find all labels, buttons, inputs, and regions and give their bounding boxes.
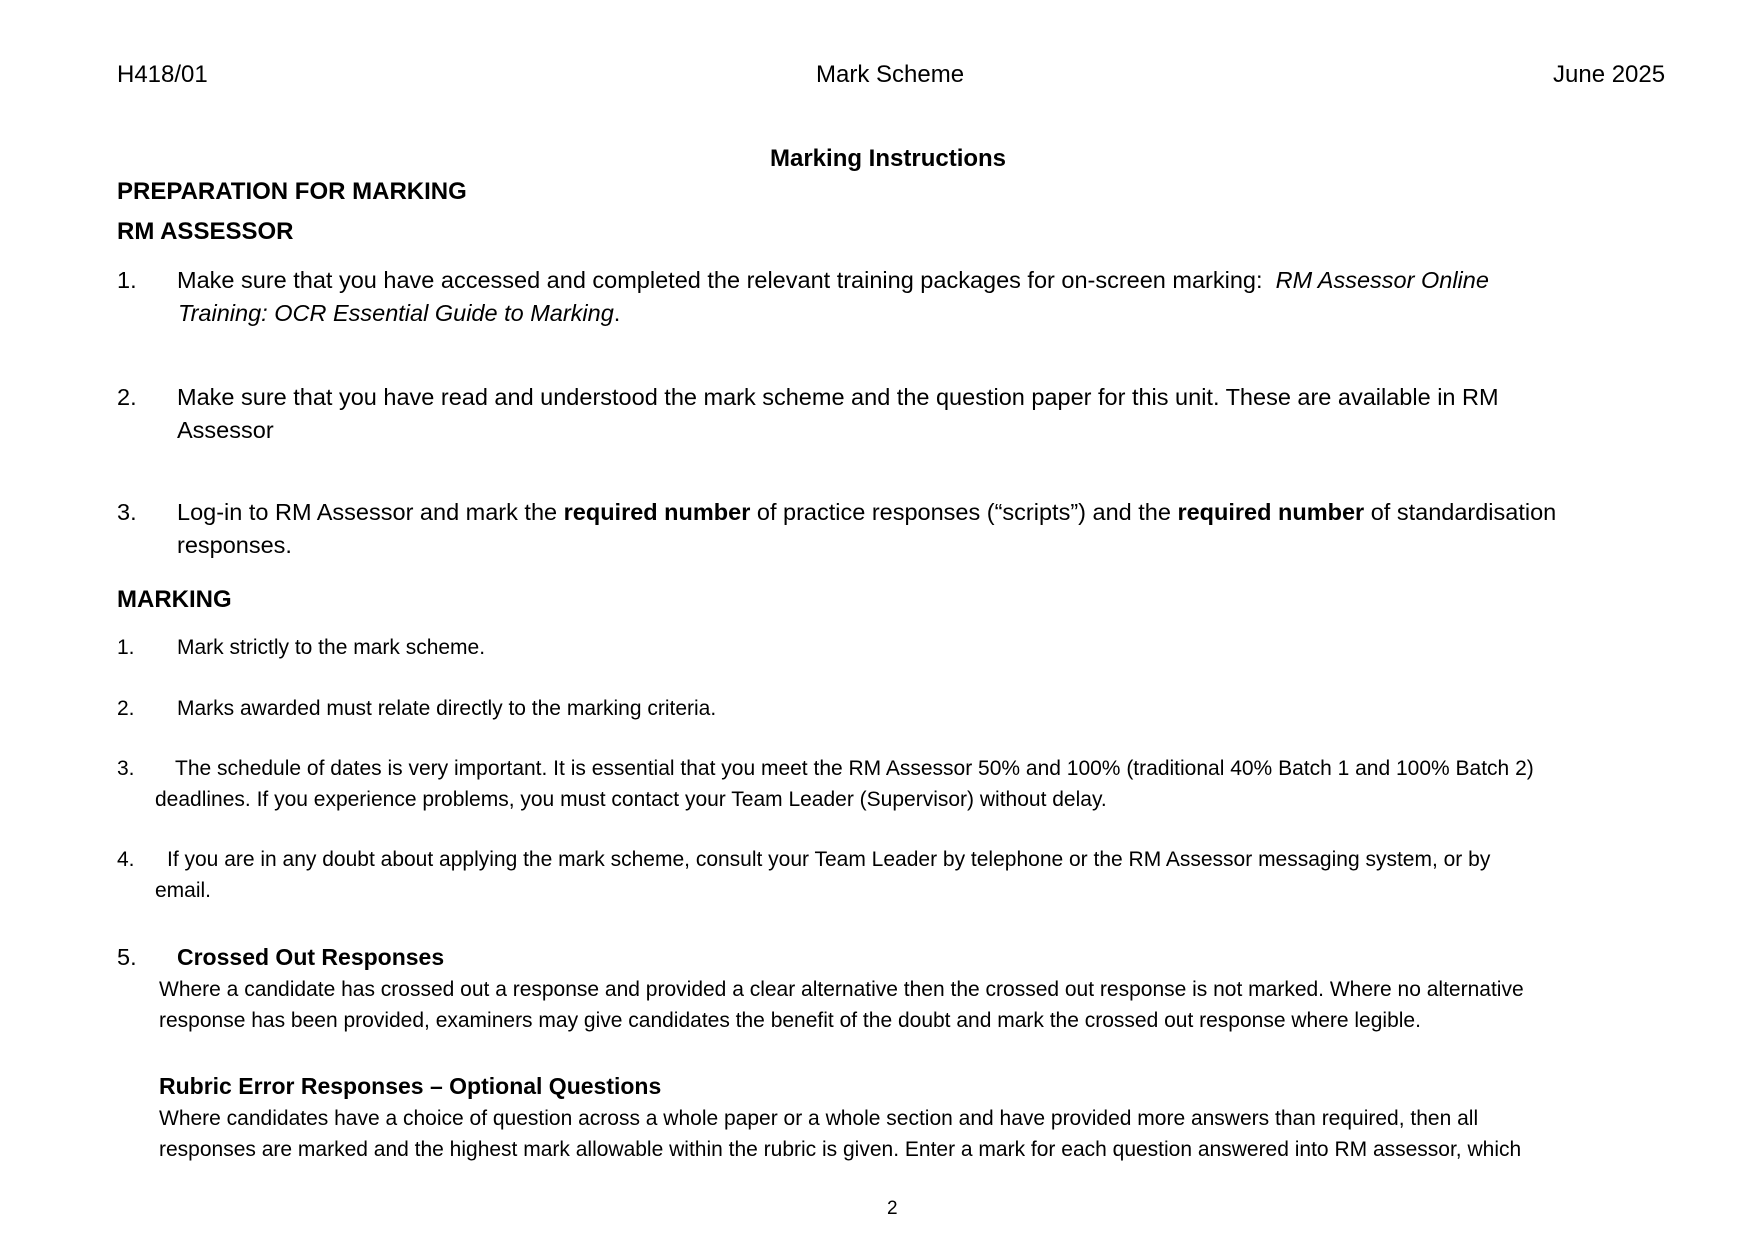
page-number: 2 bbox=[887, 1198, 898, 1219]
prep-item-text-line2 bbox=[178, 297, 620, 330]
prep-item-text: Make sure that you have read and understood the mark scheme and the question paper for this unit. These are available in RM bbox=[177, 384, 1499, 410]
text-run: of standardisation bbox=[1364, 499, 1557, 525]
header-date: June 2025 bbox=[1553, 61, 1666, 88]
marking-item-number: 2. bbox=[117, 697, 135, 720]
prep-item-text bbox=[177, 496, 1556, 529]
marking-item-number: 1. bbox=[117, 636, 135, 659]
text-run: Log-in to RM Assessor and mark the bbox=[177, 499, 564, 525]
marking-item-text: Mark strictly to the mark scheme. bbox=[177, 636, 486, 659]
prep-item-text-line2: responses. bbox=[177, 532, 292, 558]
marking-item-text-line2: email. bbox=[155, 879, 212, 902]
marking-item-text: Where a candidate has crossed out a response and provided a clear alternative then the crossed out response is not marked. Where no alternative bbox=[159, 978, 1524, 1001]
prep-item-number: 2. bbox=[117, 384, 137, 410]
marking-item-number: 4. bbox=[117, 848, 135, 871]
subsection-title-crossed-out: Crossed Out Responses bbox=[177, 944, 445, 970]
marking-item-text: The schedule of dates is very important. It is essential that you meet the RM Assessor 50% and 100% (traditional 40% Batch 1 and 100% Batch 2) bbox=[175, 757, 1534, 780]
text-run-bold: required number bbox=[1177, 499, 1365, 525]
prep-item-number: 1. bbox=[117, 267, 137, 293]
marking-item-text-line2: deadlines. If you experience problems, you must contact your Team Leader (Supervisor) without delay. bbox=[155, 788, 1107, 811]
header-title: Mark Scheme bbox=[816, 61, 965, 88]
section-subtitle-rm-assessor: RM ASSESSOR bbox=[117, 218, 294, 245]
prep-item-text-italic: Training: OCR Essential Guide to Marking bbox=[178, 300, 614, 326]
prep-item-text-plain: . bbox=[613, 300, 621, 326]
rubric-text: Where candidates have a choice of question across a whole paper or a whole section and have provided more answers than required, then all bbox=[159, 1107, 1479, 1130]
text-run: of practice responses (“scripts”) and the bbox=[750, 499, 1178, 525]
rubric-text-line2: responses are marked and the highest mark allowable within the rubric is given. Enter a mark for each question answered into RM assessor, which bbox=[159, 1138, 1522, 1161]
marking-item-text: Marks awarded must relate directly to the marking criteria. bbox=[177, 697, 717, 720]
prep-item-text-plain: Make sure that you have accessed and completed the relevant training packages for on-screen marking: bbox=[177, 267, 1263, 293]
prep-item-number: 3. bbox=[117, 499, 137, 525]
header-code: H418/01 bbox=[117, 61, 208, 88]
subsection-title-rubric: Rubric Error Responses – Optional Questions bbox=[159, 1073, 662, 1099]
marking-item-text-line2: response has been provided, examiners may give candidates the benefit of the doubt and mark the crossed out response where legible. bbox=[159, 1009, 1421, 1032]
marking-item-text: If you are in any doubt about applying the mark scheme, consult your Team Leader by telephone or the RM Assessor messaging system, or by bbox=[167, 848, 1491, 871]
prep-item-text-line2: Assessor bbox=[177, 417, 274, 443]
page-heading: Marking Instructions bbox=[770, 145, 1007, 172]
prep-item-text-italic: RM Assessor Online bbox=[1275, 267, 1489, 293]
section-title-preparation: PREPARATION FOR MARKING bbox=[117, 178, 467, 205]
marking-item-number: 5. bbox=[117, 944, 137, 970]
section-title-marking: MARKING bbox=[117, 586, 232, 613]
prep-item-text bbox=[177, 264, 1489, 297]
text-run-bold: required number bbox=[563, 499, 751, 525]
marking-item-number: 3. bbox=[117, 757, 135, 780]
